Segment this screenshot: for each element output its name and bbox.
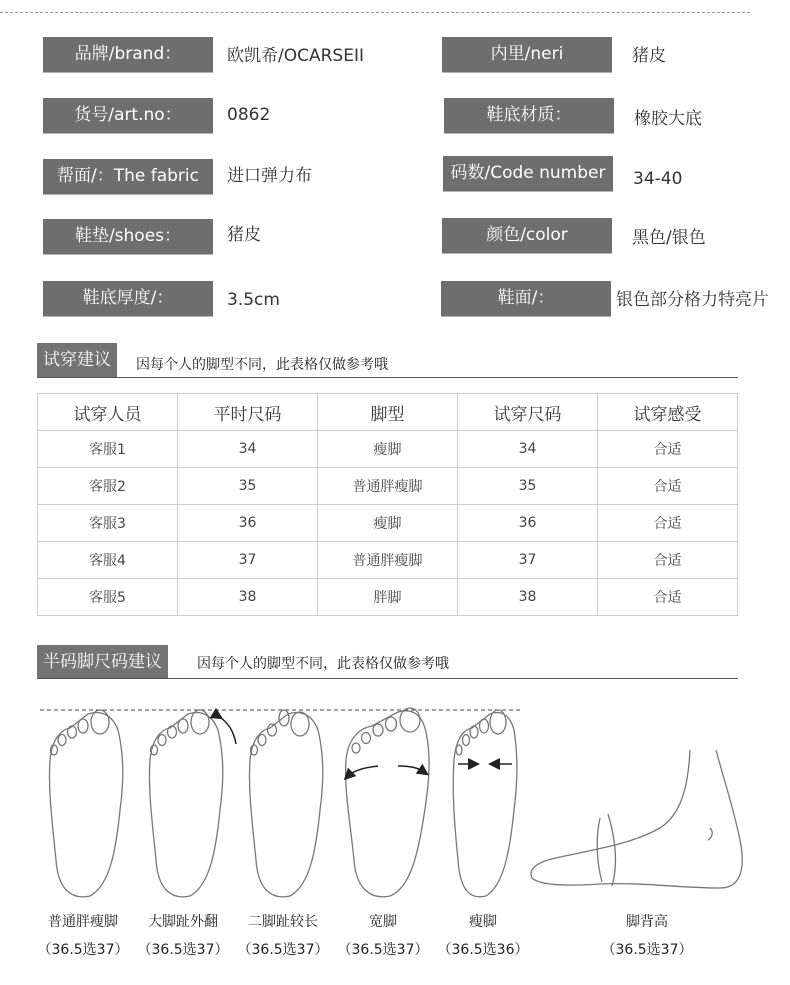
insole-label: 鞋垫/shoes： [43,219,213,254]
bunion-foot-icon [149,710,222,897]
foot-size-advice: （36.5选37） [237,942,329,958]
upper-label: 鞋面/： [441,281,611,316]
table-cell: 合适 [598,431,738,468]
fitting-section-note: 因每个人的脚型不同，此表格仅做参考哦 [136,357,388,373]
table-cell: 瘦脚 [318,505,458,542]
table-cell: 合适 [598,542,738,579]
table-header-cell: 试穿感受 [598,394,738,431]
table-cell: 34 [178,431,318,468]
table-header-cell: 脚型 [318,394,458,431]
table-cell: 38 [178,579,318,616]
insole-value: 猪皮 [227,225,261,245]
foot-size-advice: （36.5选37） [601,942,693,958]
fitting-section-underline [37,377,738,378]
foot-type-label: 二脚趾较长 [248,914,318,930]
table-cell: 35 [178,468,318,505]
long-second-toe-foot-icon [249,710,322,897]
sole-material-value: 橡胶大底 [634,109,702,129]
foot-size-advice: （36.5选36） [437,942,529,958]
brand-label: 品牌/brand： [43,37,213,72]
table-row [38,468,738,505]
table-header-cell: 平时尺码 [178,394,318,431]
table-cell: 瘦脚 [318,431,458,468]
fabric-value: 进口弹力布 [227,166,312,186]
table-cell: 客服5 [38,579,178,616]
table-header-cell: 试穿尺码 [458,394,598,431]
table-cell: 37 [458,542,598,579]
wide-foot-icon [346,708,429,897]
table-cell: 35 [458,468,598,505]
foot-type-label: 宽脚 [369,914,397,930]
top-dashed-divider [0,12,750,13]
foot-size-advice: （36.5选37） [137,942,229,958]
lining-value: 猪皮 [632,46,666,66]
artno-value: 0862 [227,105,271,125]
table-cell: 客服3 [38,505,178,542]
foot-shapes-illustration [0,700,790,900]
table-cell: 38 [458,579,598,616]
code-number-label: 码数/Code number [443,156,613,191]
color-label: 颜色/color [442,218,612,253]
table-cell: 34 [458,431,598,468]
artno-label: 货号/art.no： [43,98,213,133]
upper-value: 银色部分格力特亮片 [616,290,769,310]
foot-size-advice: （36.5选37） [37,942,129,958]
wide-right-arrow-icon [398,766,424,772]
code-number-value: 34-40 [633,169,683,189]
fabric-label: 帮面/：The fabric [43,159,213,194]
table-cell: 合适 [598,579,738,616]
table-cell: 合适 [598,505,738,542]
table-cell: 合适 [598,468,738,505]
table-cell: 客服2 [38,468,178,505]
lining-label: 内里/neri [442,37,612,72]
table-cell: 客服1 [38,431,178,468]
wide-left-arrow-icon [348,766,378,776]
foot-type-label: 脚背高 [626,914,668,930]
bunion-arrow-icon [218,716,236,744]
foot-type-label: 瘦脚 [469,914,497,930]
high-instep-foot-icon [531,750,742,888]
fitting-section-title: 试穿建议 [37,343,117,377]
table-row [38,505,738,542]
table-row [38,579,738,616]
half-size-section-title: 半码脚尺码建议 [37,645,168,679]
table-cell: 37 [178,542,318,579]
fitting-table [37,393,738,616]
foot-type-label: 大脚趾外翻 [148,914,218,930]
color-value: 黑色/银色 [632,228,706,248]
half-size-section-note: 因每个人的脚型不同，此表格仅做参考哦 [197,656,449,672]
table-cell: 客服4 [38,542,178,579]
normal-foot-icon [49,710,122,897]
narrow-foot-icon [453,710,517,897]
table-header-cell: 试穿人员 [38,394,178,431]
half-size-section-underline [37,678,738,679]
table-cell: 36 [458,505,598,542]
table-cell: 普通胖瘦脚 [318,468,458,505]
foot-type-label: 普通胖瘦脚 [48,914,118,930]
table-header-row [38,394,738,431]
table-cell: 普通胖瘦脚 [318,542,458,579]
foot-size-advice: （36.5选37） [337,942,429,958]
table-cell: 胖脚 [318,579,458,616]
table-row [38,431,738,468]
table-row [38,542,738,579]
table-cell: 36 [178,505,318,542]
sole-thickness-value: 3.5cm [227,290,280,310]
sole-material-label: 鞋底材质： [444,98,614,133]
sole-thickness-label: 鞋底厚度/： [43,281,213,316]
brand-value: 欧凯希/OCARSEII [227,46,364,66]
